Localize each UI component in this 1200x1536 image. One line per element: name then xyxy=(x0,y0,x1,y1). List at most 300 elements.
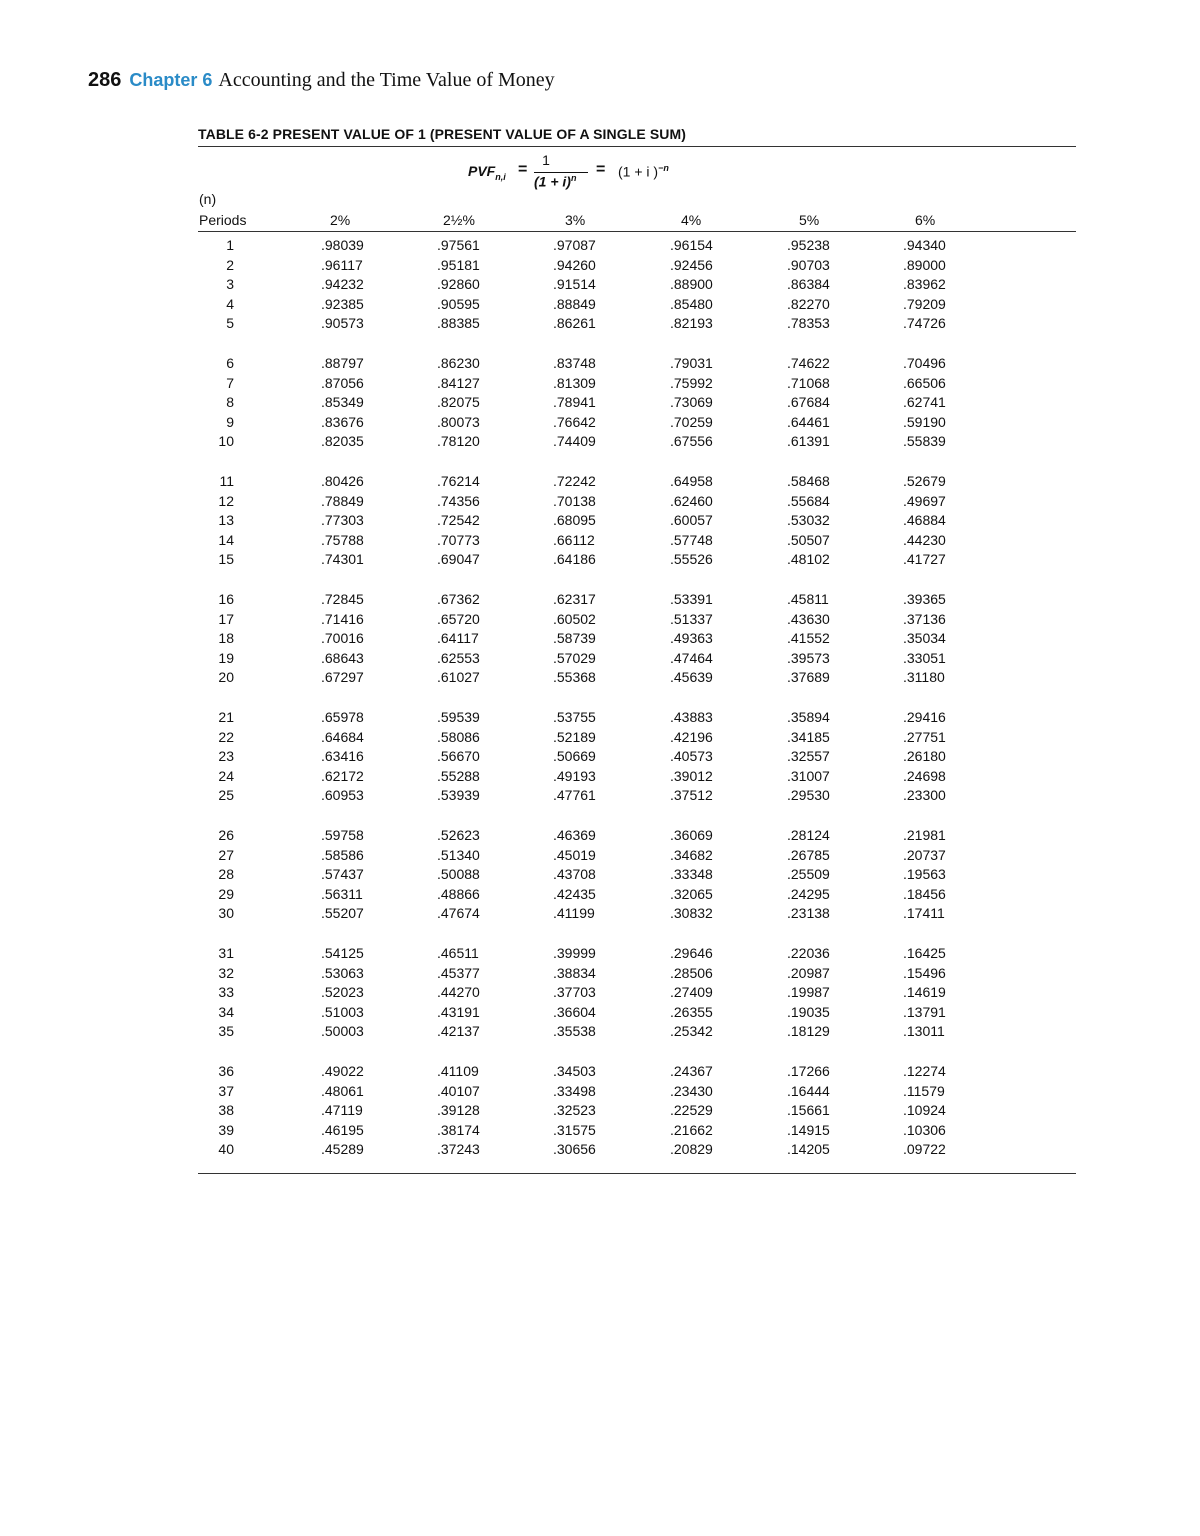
period-cell: 18 xyxy=(218,630,234,647)
pv-factor-cell: .14619 xyxy=(903,984,946,1001)
pv-factor-cell: .49193 xyxy=(553,767,596,784)
pv-factor-cell: .67556 xyxy=(670,433,713,450)
period-cell: 27 xyxy=(218,846,234,863)
pv-factor-cell: .52679 xyxy=(903,473,946,489)
formula-equals: = xyxy=(518,161,528,178)
pv-factor-cell: .18456 xyxy=(903,885,946,902)
pv-factor-cell: .44230 xyxy=(903,531,946,548)
pv-factor-cell: .55684 xyxy=(787,492,830,509)
pv-factor-cell: .36069 xyxy=(670,827,713,843)
pv-factor-cell: .43883 xyxy=(670,709,713,725)
pv-factor-cell: .94260 xyxy=(553,256,596,273)
pv-factor-cell: .26355 xyxy=(670,1003,713,1020)
pv-factor-cell: .27751 xyxy=(903,728,946,745)
period-cell: 29 xyxy=(218,885,234,902)
pv-factor-cell: .50669 xyxy=(553,748,596,765)
period-cell: 37 xyxy=(218,1082,234,1099)
pv-factor-cell: .45639 xyxy=(670,669,713,686)
pv-factor-cell: .68095 xyxy=(553,512,596,529)
pv-factor-cell: .58086 xyxy=(437,728,480,745)
pv-factor-cell: .82270 xyxy=(787,295,830,312)
pv-factor-cell: .88385 xyxy=(437,315,480,332)
pv-factor-cell: .82075 xyxy=(437,394,480,411)
period-cell: 1 xyxy=(226,237,234,253)
period-cell: 14 xyxy=(218,531,234,548)
pv-factor-cell: .46884 xyxy=(903,512,946,529)
formula-lhs: $PVF_{n,i}$ xyxy=(468,163,506,182)
pv-factor-cell: .92385 xyxy=(321,295,364,312)
pv-factor-cell: .74622 xyxy=(787,355,830,371)
pv-factor-cell: .82193 xyxy=(670,315,713,332)
pv-factor-cell: .57748 xyxy=(670,531,713,548)
pv-factor-cell: .61391 xyxy=(787,433,830,450)
pv-factor-cell: .90573 xyxy=(321,315,364,332)
pv-factor-cell: .34185 xyxy=(787,728,830,745)
pv-factor-cell: .40573 xyxy=(670,748,713,765)
pv-factor-cell: .67684 xyxy=(787,394,830,411)
pv-factor-cell: .24367 xyxy=(670,1063,713,1079)
pv-factor-cell: .78849 xyxy=(321,492,364,509)
pv-factor-cell: .78353 xyxy=(787,315,830,332)
pv-factor-cell: .89000 xyxy=(903,256,946,273)
pv-factor-cell: .47674 xyxy=(437,905,480,922)
period-cell: 40 xyxy=(218,1141,234,1158)
period-cell: 35 xyxy=(218,1023,234,1040)
pv-factor-cell: .40107 xyxy=(437,1082,480,1099)
pv-factor-cell: .78120 xyxy=(437,433,480,450)
pv-factor-cell: .55839 xyxy=(903,433,946,450)
pv-factor-cell: .29646 xyxy=(670,945,713,961)
pv-factor-cell: .22529 xyxy=(670,1102,713,1119)
column-header-periods: Periods xyxy=(199,212,247,228)
pv-factor-cell: .10924 xyxy=(903,1102,946,1119)
pv-factor-cell: .76642 xyxy=(553,413,596,430)
period-cell: 33 xyxy=(218,984,234,1001)
pv-factor-cell: .16444 xyxy=(787,1082,830,1099)
pv-factor-cell: .70773 xyxy=(437,531,480,548)
pv-factor-cell: .60953 xyxy=(321,787,364,804)
pv-factor-cell: .43708 xyxy=(553,866,596,883)
pv-factor-cell: .83748 xyxy=(553,355,596,371)
pv-factor-cell: .70496 xyxy=(903,355,946,371)
pv-factor-cell: .53755 xyxy=(553,709,596,725)
period-cell: 7 xyxy=(226,374,234,391)
pv-factor-cell: .71068 xyxy=(787,374,830,391)
pv-factor-cell: .31180 xyxy=(903,669,945,686)
table-bottom-rule xyxy=(198,1173,1076,1174)
pv-factor-cell: .11579 xyxy=(903,1082,945,1099)
pv-factor-cell: .57029 xyxy=(553,649,596,666)
pv-factor-cell: .35894 xyxy=(787,709,830,725)
pv-factor-cell: .62317 xyxy=(553,591,596,607)
pv-factor-cell: .42196 xyxy=(670,728,713,745)
pv-factor-cell: .33498 xyxy=(553,1082,596,1099)
pv-factor-cell: .80073 xyxy=(437,413,480,430)
pv-factor-cell: .70259 xyxy=(670,413,713,430)
period-cell: 21 xyxy=(218,709,234,725)
pv-factor-cell: .49697 xyxy=(903,492,946,509)
period-cell: 9 xyxy=(226,413,234,430)
pv-factor-cell: .52189 xyxy=(553,728,596,745)
pv-factor-cell: .53032 xyxy=(787,512,830,529)
pv-factor-cell: .34503 xyxy=(553,1063,596,1079)
pv-factor-cell: .67297 xyxy=(321,669,364,686)
pv-factor-cell: .09722 xyxy=(903,1141,946,1158)
pv-factor-cell: .82035 xyxy=(321,433,364,450)
pv-factor-cell: .79031 xyxy=(670,355,713,371)
pv-factor-cell: .23430 xyxy=(670,1082,713,1099)
pv-factor-cell: .96117 xyxy=(321,256,363,273)
pv-factor-cell: .94232 xyxy=(321,276,364,293)
pv-factor-cell: .90595 xyxy=(437,295,480,312)
period-cell: 30 xyxy=(218,905,234,922)
pv-factor-cell: .45377 xyxy=(437,964,480,981)
table-top-rule xyxy=(198,146,1076,147)
pv-factor-cell: .10306 xyxy=(903,1121,946,1138)
pv-factor-cell: .91514 xyxy=(553,276,596,293)
pv-factor-cell: .58739 xyxy=(553,630,596,647)
pv-factor-cell: .78941 xyxy=(553,394,596,411)
period-cell: 10 xyxy=(218,433,234,450)
pv-factor-cell: .37512 xyxy=(670,787,713,804)
pv-factor-cell: .64117 xyxy=(437,630,479,647)
pv-factor-cell: .56311 xyxy=(321,885,363,902)
pv-factor-cell: .38834 xyxy=(553,964,596,981)
pv-factor-cell: .44270 xyxy=(437,984,480,1001)
period-cell: 5 xyxy=(226,315,234,332)
period-cell: 6 xyxy=(226,355,234,371)
pv-factor-cell: .46511 xyxy=(437,945,479,961)
period-cell: 11 xyxy=(219,473,234,489)
period-cell: 22 xyxy=(218,728,234,745)
pv-factor-cell: .21981 xyxy=(903,827,946,843)
pv-factor-cell: .69047 xyxy=(437,551,480,568)
period-cell: 36 xyxy=(218,1063,234,1079)
period-cell: 25 xyxy=(218,787,234,804)
period-cell: 39 xyxy=(218,1121,234,1138)
column-header-4pct: 4% xyxy=(681,212,702,228)
pv-factor-cell: .50003 xyxy=(321,1023,364,1040)
period-cell: 12 xyxy=(218,492,234,509)
pv-factor-cell: .13791 xyxy=(903,1003,946,1020)
pv-factor-cell: .62172 xyxy=(321,767,364,784)
pv-factor-cell: .33348 xyxy=(670,866,713,883)
chapter-title: Accounting and the Time Value of Money xyxy=(218,69,555,91)
pv-factor-cell: .42435 xyxy=(553,885,596,902)
pv-factor-cell: .30656 xyxy=(553,1141,596,1158)
pv-factor-cell: .88797 xyxy=(321,355,364,371)
pv-factor-cell: .41199 xyxy=(553,905,595,922)
pv-factor-cell: .85349 xyxy=(321,394,364,411)
pv-factor-cell: .86261 xyxy=(553,315,596,332)
pv-factor-cell: .20987 xyxy=(787,964,830,981)
pv-factor-cell: .56670 xyxy=(437,748,480,765)
pv-factor-cell: .73069 xyxy=(670,394,713,411)
pv-factor-cell: .60502 xyxy=(553,610,596,627)
pv-factor-cell: .53939 xyxy=(437,787,480,804)
column-header-3pct: 3% xyxy=(565,212,586,228)
pv-factor-cell: .45289 xyxy=(321,1141,364,1158)
pv-factor-cell: .98039 xyxy=(321,237,364,253)
period-cell: 8 xyxy=(226,394,234,411)
pv-factor-cell: .31575 xyxy=(553,1121,596,1138)
pv-factor-cell: .64461 xyxy=(787,413,830,430)
pv-factor-cell: .85480 xyxy=(670,295,713,312)
pv-factor-cell: .24295 xyxy=(787,885,830,902)
period-cell: 32 xyxy=(218,964,234,981)
pv-factor-cell: .49022 xyxy=(321,1063,364,1079)
pv-factor-cell: .29530 xyxy=(787,787,830,804)
period-cell: 19 xyxy=(218,649,234,666)
pv-factor-cell: .86384 xyxy=(787,276,830,293)
pv-factor-cell: .62741 xyxy=(903,394,946,411)
pv-factor-cell: .90703 xyxy=(787,256,830,273)
pv-factor-cell: .41552 xyxy=(787,630,830,647)
pv-factor-cell: .37703 xyxy=(553,984,596,1001)
pv-factor-cell: .58586 xyxy=(321,846,364,863)
pv-factor-cell: .65720 xyxy=(437,610,480,627)
period-cell: 13 xyxy=(218,512,234,529)
pv-factor-cell: .13011 xyxy=(903,1023,945,1040)
pv-factor-cell: .94340 xyxy=(903,237,946,253)
column-header-5pct: 5% xyxy=(799,212,820,228)
pv-factor-cell: .54125 xyxy=(321,945,364,961)
pv-factor-cell: .79209 xyxy=(903,295,946,312)
pv-factor-cell: .46369 xyxy=(553,827,596,843)
table-header-rule xyxy=(198,231,1076,232)
period-cell: 24 xyxy=(218,767,234,784)
pv-factor-cell: .72542 xyxy=(437,512,480,529)
pv-factor-cell: .47761 xyxy=(553,787,596,804)
pv-factor-cell: .67362 xyxy=(437,591,480,607)
pv-factor-cell: .30832 xyxy=(670,905,713,922)
pv-factor-cell: .55368 xyxy=(553,669,596,686)
pv-factor-cell: .83676 xyxy=(321,413,364,430)
pv-factor-cell: .24698 xyxy=(903,767,946,784)
pv-factor-cell: .37243 xyxy=(437,1141,480,1158)
pv-factor-cell: .74356 xyxy=(437,492,480,509)
pv-factor-cell: .49363 xyxy=(670,630,713,647)
period-cell: 20 xyxy=(218,669,234,686)
pv-factor-cell: .59758 xyxy=(321,827,364,843)
pv-factor-cell: .68643 xyxy=(321,649,364,666)
pv-factor-cell: .17266 xyxy=(787,1063,830,1079)
pv-factor-cell: .41727 xyxy=(903,551,946,568)
pv-factor-cell: .52023 xyxy=(321,984,364,1001)
pv-factor-cell: .28124 xyxy=(787,827,830,843)
period-cell: 23 xyxy=(218,748,234,765)
pv-factor-cell: .87056 xyxy=(321,374,364,391)
pv-factor-cell: .53063 xyxy=(321,964,364,981)
pv-factor-cell: .59539 xyxy=(437,709,480,725)
pv-factor-cell: .20829 xyxy=(670,1141,713,1158)
pv-factor-cell: .72242 xyxy=(553,473,596,489)
pv-factor-cell: .37689 xyxy=(787,669,830,686)
pv-factor-cell: .17411 xyxy=(903,905,945,922)
pv-factor-cell: .43191 xyxy=(437,1003,480,1020)
pv-factor-cell: .26180 xyxy=(903,748,946,765)
pv-factor-cell: .52623 xyxy=(437,827,480,843)
pv-factor-cell: .74726 xyxy=(903,315,946,332)
pv-factor-cell: .64186 xyxy=(553,551,596,568)
pv-factor-cell: .47119 xyxy=(321,1102,363,1119)
table-title: TABLE 6-2 PRESENT VALUE OF 1 (PRESENT VALUE OF A SINGLE SUM) xyxy=(198,126,687,142)
pv-factor-cell: .25509 xyxy=(787,866,830,883)
pv-factor-cell: .62460 xyxy=(670,492,713,509)
pv-factor-cell: .64958 xyxy=(670,473,713,489)
pv-factor-cell: .46195 xyxy=(321,1121,364,1138)
pv-factor-cell: .26785 xyxy=(787,846,830,863)
pv-factor-cell: .70138 xyxy=(553,492,596,509)
pv-factor-cell: .23138 xyxy=(787,905,830,922)
pv-factor-cell: .96154 xyxy=(670,237,713,253)
pv-factor-cell: .51340 xyxy=(437,846,480,863)
pv-factor-cell: .88849 xyxy=(553,295,596,312)
pv-factor-cell: .63416 xyxy=(321,748,364,765)
pv-factor-cell: .39573 xyxy=(787,649,830,666)
pv-factor-cell: .60057 xyxy=(670,512,713,529)
pv-factor-cell: .41109 xyxy=(437,1063,479,1079)
pv-factor-cell: .32557 xyxy=(787,748,830,765)
pv-factor-cell: .48061 xyxy=(321,1082,364,1099)
pv-factor-cell: .39128 xyxy=(437,1102,480,1119)
pv-factor-cell: .75992 xyxy=(670,374,713,391)
pv-factor-cell: .74301 xyxy=(321,551,364,568)
pv-factor-cell: .77303 xyxy=(321,512,364,529)
pv-factor-cell: .97561 xyxy=(437,237,480,253)
period-cell: 31 xyxy=(218,945,234,961)
pv-factor-cell: .81309 xyxy=(553,374,596,391)
pv-factor-cell: .95181 xyxy=(437,256,480,273)
pv-factor-cell: .92860 xyxy=(437,276,480,293)
pv-factor-cell: .80426 xyxy=(321,473,364,489)
pv-factor-cell: .51003 xyxy=(321,1003,364,1020)
column-header-2-5pct: 2½% xyxy=(443,212,475,228)
running-head xyxy=(88,66,555,96)
pv-factor-cell: .84127 xyxy=(437,374,480,391)
pv-factor-cell: .51337 xyxy=(670,610,713,627)
formula-rhs: (1 + i )$^{-n}$ xyxy=(618,163,669,180)
pv-factor-cell: .22036 xyxy=(787,945,830,961)
pv-factor-cell: .12274 xyxy=(903,1063,946,1079)
pv-factor-cell: .65978 xyxy=(321,709,364,725)
period-cell: 16 xyxy=(218,591,234,607)
n-label: (n) xyxy=(199,191,217,207)
pv-factor-cell: .97087 xyxy=(553,237,596,253)
pv-factor-cell: .62553 xyxy=(437,649,480,666)
pv-factor-cell: .53391 xyxy=(670,591,713,607)
period-cell: 34 xyxy=(218,1003,234,1020)
pv-factor-cell: .15496 xyxy=(903,964,946,981)
pv-factor-cell: .35538 xyxy=(553,1023,596,1040)
pv-factor-cell: .25342 xyxy=(670,1023,713,1040)
pv-factor-cell: .66506 xyxy=(903,374,946,391)
pv-factor-cell: .70016 xyxy=(321,630,364,647)
formula-equals-2: = xyxy=(596,161,606,178)
period-cell: 38 xyxy=(218,1102,234,1119)
formula-denominator: $(1 + i)^n$ xyxy=(534,173,577,190)
pv-factor-cell: .27409 xyxy=(670,984,713,1001)
pv-factor-cell: .21662 xyxy=(670,1121,713,1138)
pv-factor-cell: .35034 xyxy=(903,630,946,647)
pv-factor-cell: .32523 xyxy=(553,1102,596,1119)
pv-factor-cell: .23300 xyxy=(903,787,946,804)
formula-numerator: 1 xyxy=(542,152,550,168)
pv-factor-cell: .42137 xyxy=(437,1023,480,1040)
column-header-6pct: 6% xyxy=(915,212,936,228)
pv-factor-cell: .14915 xyxy=(787,1121,830,1138)
pv-factor-cell: .55207 xyxy=(321,905,364,922)
pv-factor-cell: .64684 xyxy=(321,728,364,745)
pv-factor-cell: .48866 xyxy=(437,885,480,902)
pv-factor-cell: .66112 xyxy=(553,531,595,548)
pv-factor-cell: .61027 xyxy=(437,669,480,686)
pv-factor-cell: .74409 xyxy=(553,433,596,450)
pv-factor-cell: .18129 xyxy=(787,1023,830,1040)
pv-factor-cell: .72845 xyxy=(321,591,364,607)
period-cell: 2 xyxy=(226,256,234,273)
pv-factor-cell: .19987 xyxy=(787,984,830,1001)
pv-factor-cell: .39999 xyxy=(553,945,596,961)
pv-factor-cell: .55288 xyxy=(437,767,480,784)
pv-factor-cell: .92456 xyxy=(670,256,713,273)
pv-factor-cell: .86230 xyxy=(437,355,480,371)
period-cell: 17 xyxy=(218,610,234,627)
period-cell: 26 xyxy=(218,827,234,843)
pv-factor-cell: .45811 xyxy=(787,591,829,607)
page-number: 286 xyxy=(88,69,122,91)
pv-factor-cell: .33051 xyxy=(903,649,946,666)
column-header-2pct: 2% xyxy=(330,212,351,228)
period-cell: 4 xyxy=(226,295,234,312)
pv-factor-cell: .19563 xyxy=(903,866,946,883)
pv-factor-cell: .37136 xyxy=(903,610,946,627)
pv-factor-cell: .50507 xyxy=(787,531,830,548)
pv-factor-cell: .39365 xyxy=(903,591,946,607)
pv-factor-cell: .75788 xyxy=(321,531,364,548)
pv-factor-cell: .43630 xyxy=(787,610,830,627)
pv-factor-cell: .71416 xyxy=(321,610,364,627)
period-cell: 15 xyxy=(218,551,234,568)
pv-factor-cell: .38174 xyxy=(437,1121,480,1138)
pv-factor-cell: .14205 xyxy=(787,1141,830,1158)
pv-factor-cell: .50088 xyxy=(437,866,480,883)
pv-factor-cell: .48102 xyxy=(787,551,830,568)
pv-factor-cell: .34682 xyxy=(670,846,713,863)
pv-factor-cell: .55526 xyxy=(670,551,713,568)
pv-factor-cell: .39012 xyxy=(670,767,713,784)
pv-factor-cell: .36604 xyxy=(553,1003,596,1020)
pv-factor-cell: .15661 xyxy=(787,1102,830,1119)
pv-factor-cell: .47464 xyxy=(670,649,713,666)
pv-factor-cell: .45019 xyxy=(553,846,596,863)
period-cell: 28 xyxy=(218,866,234,883)
pv-factor-cell: .58468 xyxy=(787,473,830,489)
pv-factor-cell: .16425 xyxy=(903,945,946,961)
period-cell: 3 xyxy=(226,276,234,293)
pv-factor-cell: .20737 xyxy=(903,846,946,863)
pv-factor-cell: .83962 xyxy=(903,276,946,293)
pv-factor-cell: .59190 xyxy=(903,413,946,430)
pv-factor-cell: .29416 xyxy=(903,709,946,725)
pv-factor-cell: .76214 xyxy=(437,473,480,489)
pv-factor-cell: .32065 xyxy=(670,885,713,902)
pv-factor-cell: .88900 xyxy=(670,276,713,293)
chapter-label: Chapter 6 xyxy=(129,70,213,90)
pv-factor-cell: .31007 xyxy=(787,767,830,784)
pv-factor-cell: .57437 xyxy=(321,866,364,883)
pv-factor-cell: .28506 xyxy=(670,964,713,981)
